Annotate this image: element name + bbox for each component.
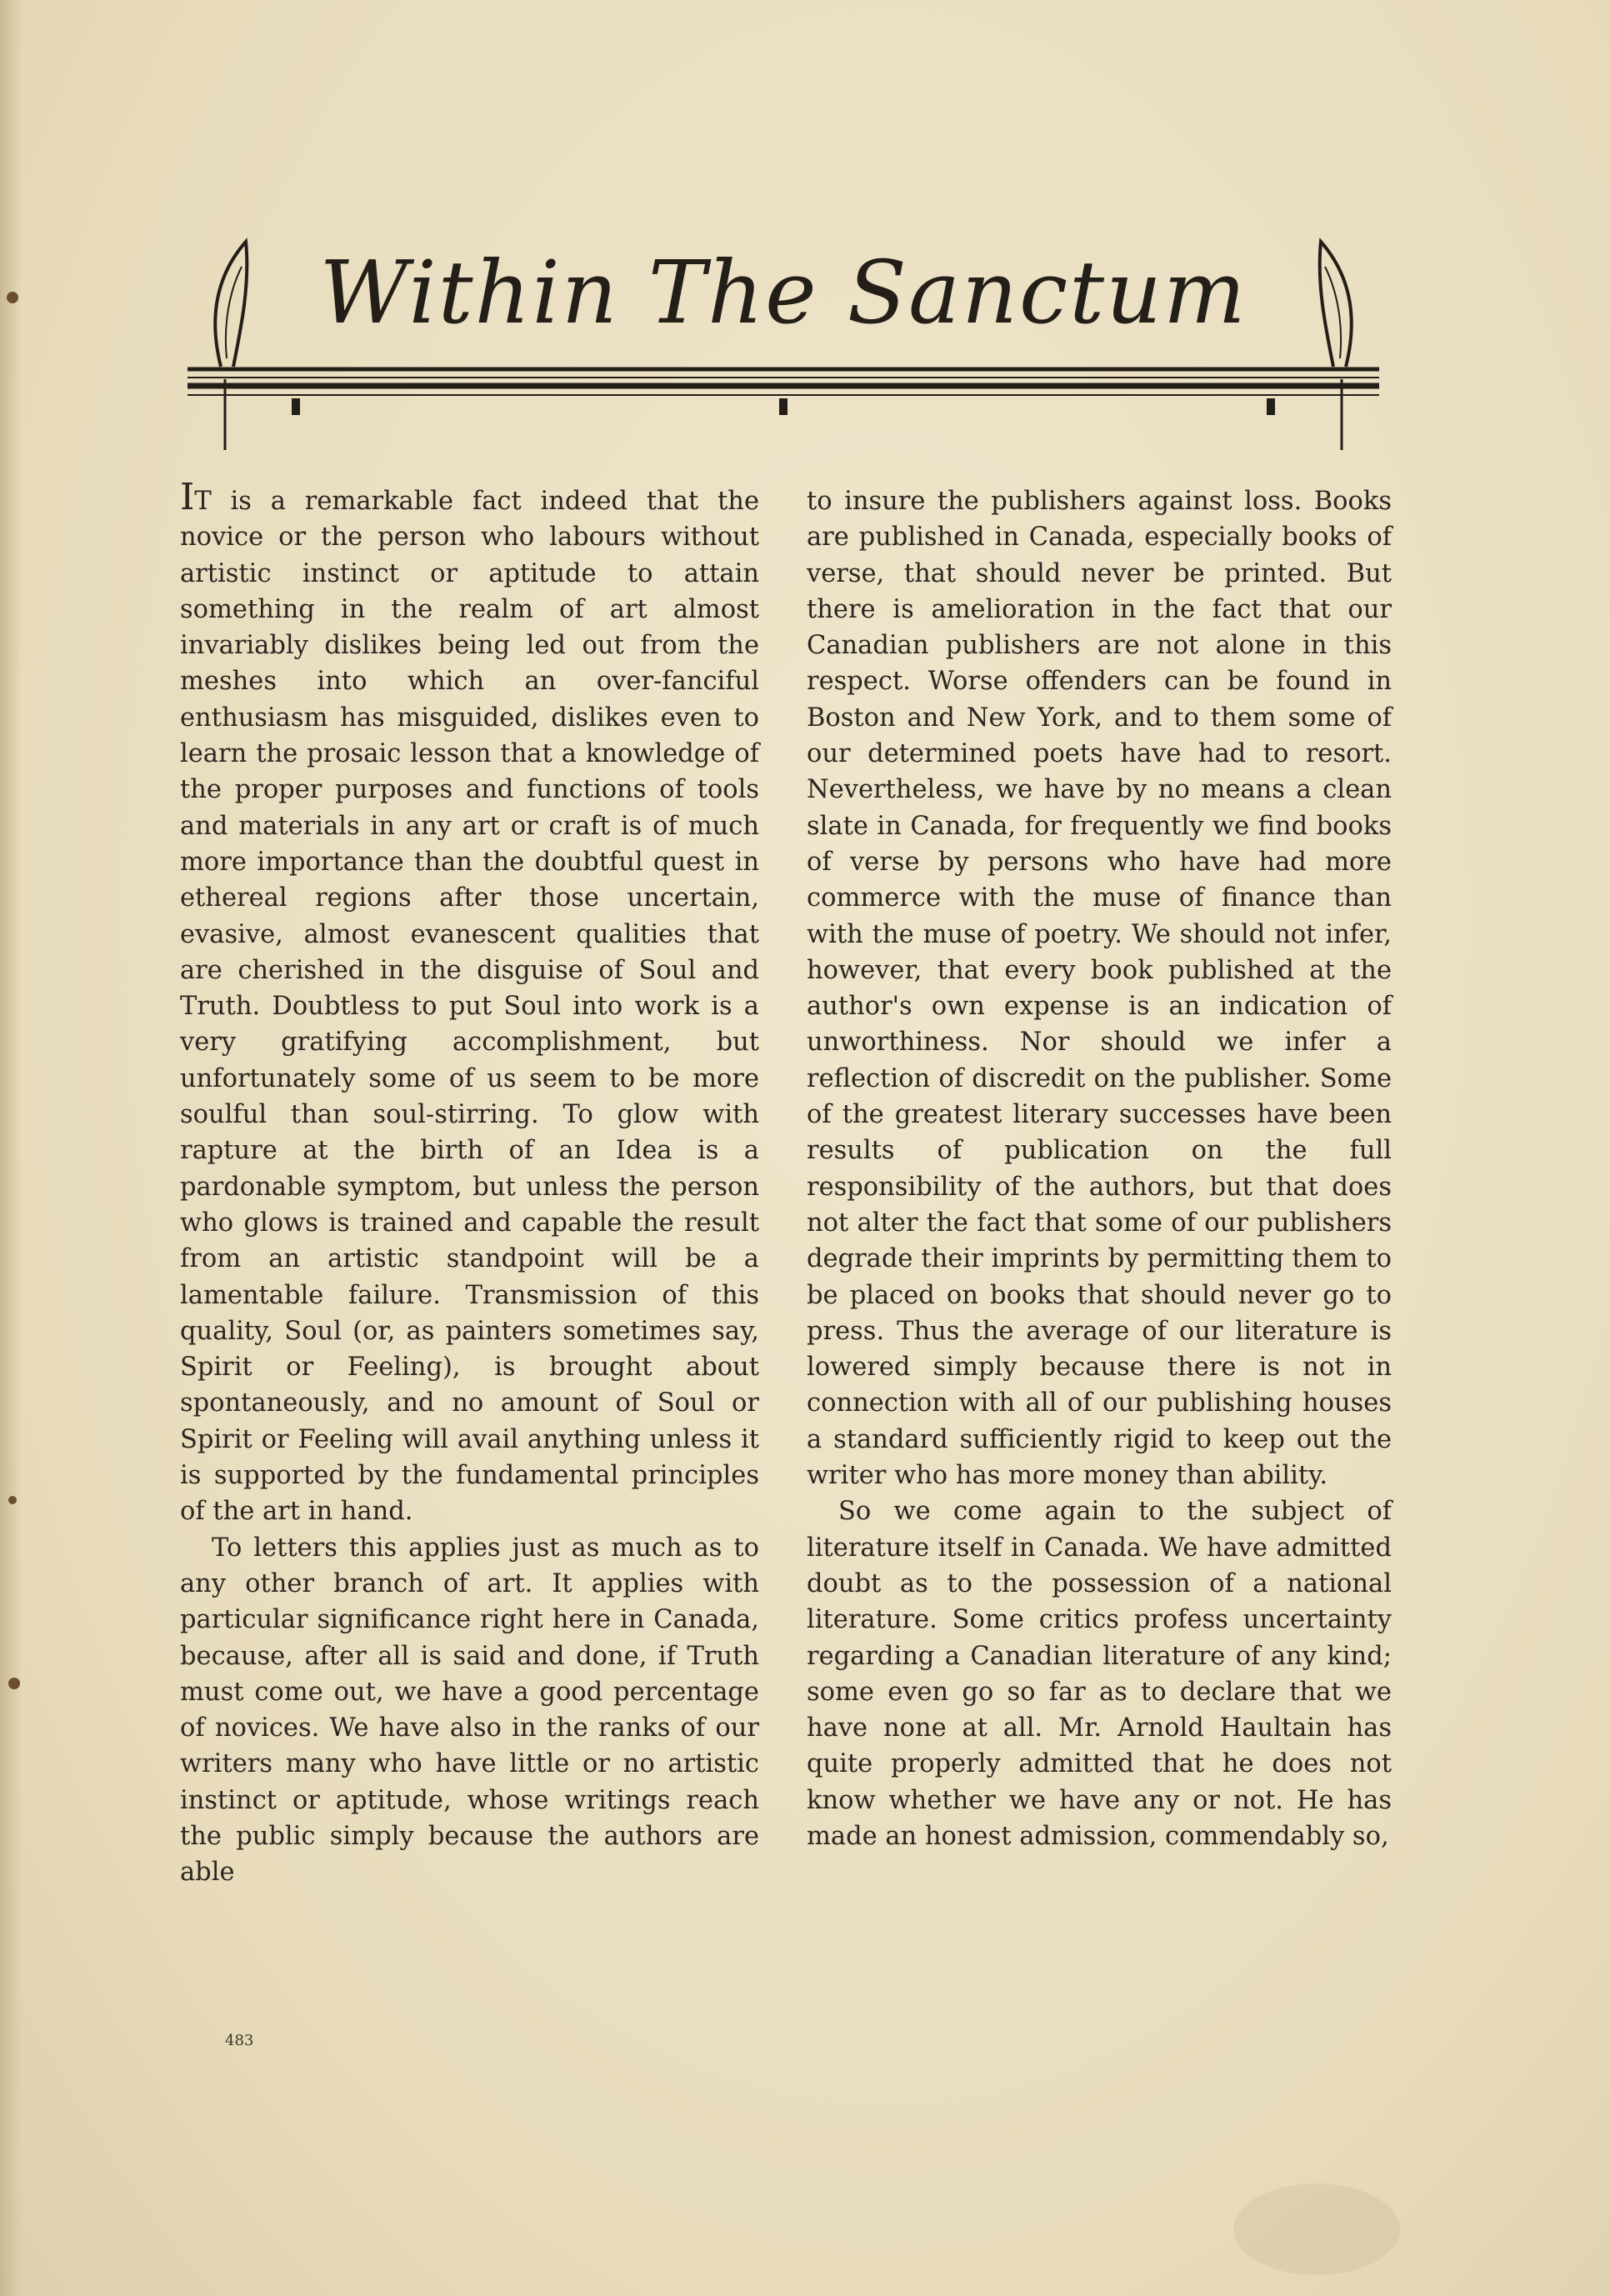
paragraph-opening (180, 476, 759, 1530)
ink-blot (7, 292, 18, 303)
paragraph-text: to insure the publishers against loss. Books are published in Canada, especially books of verse, that should never be printed. But there is amelioration in the fact that our Canadian publishers are not alone in this respect. Worse offenders can be found in Boston and New York, and to them some of our determined poets have had to resort. Nevertheless, we have by no means a clean slate in Canada, for frequently we find books of verse by persons who have had more commerce with the muse of finance than with the muse of poetry. We should not infer, however, that every book published at the author's own expense is an indication of unworthiness. Nor should we infer a reflection of discredit on the publisher. Some of the greatest literary successes have been results of publication on the full responsibility of the authors, but that does not alter the fact that some of our publishers degrade their imprints by permitting them to be placed on books that should never go to press. Thus the average of our literature is lowered simply because there is not in connection with all of our publishing houses a standard sufficiently rigid to keep out the writer who has more money than ability. (807, 487, 1392, 1491)
article-column-left (180, 476, 759, 1891)
section-title: Within The Sanctum (319, 242, 1248, 343)
article-column-right (807, 483, 1392, 1854)
paragraph-text: the novice or the person who labours without artistic instinct or aptitude to attain something in the realm of art almost invariably dislikes being led out from the meshes into which an over-fanciful enthusiasm has misguided, dislikes even to learn the prosaic lesson that a knowledge of the proper purposes and functions of tools and materials in any art or craft is of much more importance than the doubtful quest in ethereal regions after those uncertain, evasive, almost evanescent qualities that are cherished in the disguise of Soul and Truth. Doubtless to put Soul into work is a very gratifying accomplishment, but unfortunately some of us seem to be more soulful than soul-stirring. To glow with rapture at the birth of an Idea is a pardonable symptom, but unless the person who glows is trained and capable the result from an artistic standpoint will be a lamentable failure. Transmission of this quality, Soul (or, as painters sometimes say, Spirit or Feeling), is brought about spontaneously, and no amount of Soul or Spirit or Feeling will avail anything unless it is supported by the fundamental principles of the art in hand. (180, 487, 759, 1527)
page-edge-shadow (0, 0, 22, 2296)
page-number: 483 (225, 2032, 254, 2049)
section-header-banner (175, 208, 1392, 458)
drop-cap: I (180, 476, 195, 518)
ink-blot (8, 1678, 20, 1689)
opening-text: T is a remarkable fact indeed that (194, 487, 699, 516)
paper-smudge (1233, 2183, 1400, 2275)
paragraph-text: To letters this applies just as much as to any other branch of art. It applies with particular significance right here in Canada, because, after all is said and done, if Truth must come out, we have a good percentage of novices. We have also in the ranks of our writers many who have little or no artistic instinct or aptitude, whose writings reach the public simply because the authors are able (180, 1533, 759, 1888)
ink-blot (8, 1496, 17, 1504)
paragraph-text: So we come again to the subject of literature itself in Canada. We have admitted doubt as to the possession of a national literature. Some critics profess uncertainty regarding a Canadian literature of any kind; some even go so far as to declare that we have none at all. Mr. Arnold Haultain has quite properly admitted that he does not know whether we have any or not. He has made an honest admission, commendably so, (807, 1497, 1392, 1851)
